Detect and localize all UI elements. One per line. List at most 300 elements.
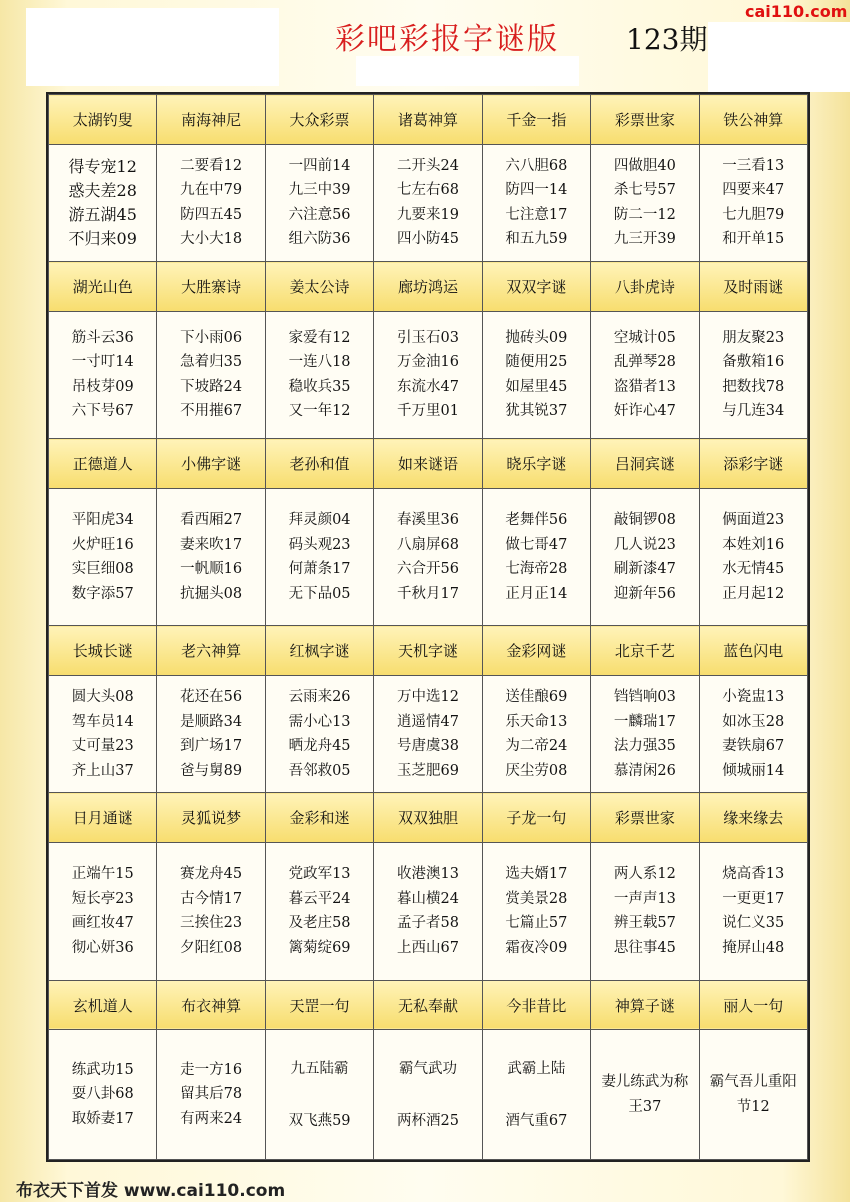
riddle-cell (157, 843, 265, 981)
column-header (591, 626, 699, 676)
header-label: 大胜寨诗 (181, 277, 242, 296)
riddle-line: 一帆顺16 (180, 561, 243, 578)
column-header (591, 793, 699, 843)
riddle-cell (699, 843, 807, 981)
riddle-cell (374, 843, 482, 981)
column-header (374, 262, 482, 312)
riddle-line: 七篇止57 (505, 915, 568, 932)
riddle-line: 空城计05 (613, 329, 676, 346)
content-row (49, 676, 808, 793)
riddle-cell (591, 488, 699, 626)
riddle-line: 霸气吾儿重阳节12 (709, 1074, 797, 1115)
riddle-line: 号唐虞38 (397, 738, 459, 755)
column-header (157, 95, 265, 145)
header-label: 小佛字谜 (181, 454, 242, 473)
riddle-line: 一麟瑞17 (613, 713, 676, 730)
riddle-cell (49, 144, 157, 261)
column-header (482, 626, 590, 676)
riddle-line: 花还在56 (180, 689, 243, 706)
content-row (49, 311, 808, 439)
riddle-line: 下小雨06 (180, 329, 243, 346)
riddle-line: 水无情45 (722, 561, 785, 578)
header-label: 子龙一句 (506, 809, 567, 828)
header-row (49, 95, 808, 145)
riddle-line: 随便用25 (505, 354, 568, 371)
column-header (482, 439, 590, 489)
header-label: 金彩和迷 (289, 809, 350, 828)
column-header (265, 980, 373, 1030)
riddle-line: 二开头24 (397, 157, 459, 174)
riddle-line: 思往事45 (613, 939, 676, 956)
column-header (699, 980, 807, 1030)
riddle-line: 为二帝24 (505, 738, 568, 755)
riddle-line: 铛铛响03 (613, 689, 676, 706)
header-label: 布衣神算 (181, 996, 242, 1015)
header-label: 铁公神算 (723, 110, 784, 129)
column-header (591, 95, 699, 145)
column-header (49, 793, 157, 843)
site-link[interactable]: cai110.com (745, 2, 848, 21)
riddle-line: 留其后78 (180, 1086, 243, 1103)
riddle-cell (482, 144, 590, 261)
riddle-line: 下坡路24 (180, 378, 243, 395)
riddle-line: 取娇妻17 (71, 1110, 134, 1127)
riddle-line: 耍八卦68 (71, 1086, 134, 1103)
riddle-cell (49, 676, 157, 793)
riddle-line: 一寸叮14 (71, 354, 134, 371)
riddle-cell (49, 843, 157, 981)
riddle-line: 七海帝28 (505, 561, 568, 578)
riddle-line: 盗猎者13 (613, 378, 676, 395)
riddle-line: 厌尘劳08 (505, 762, 568, 779)
column-header (699, 439, 807, 489)
riddle-line: 有两来24 (180, 1110, 243, 1127)
column-header (157, 439, 265, 489)
column-header (482, 980, 590, 1030)
riddle-cell (49, 1030, 157, 1160)
column-header (699, 793, 807, 843)
riddle-line: 千万里01 (397, 403, 459, 420)
riddle-line: 东流水47 (397, 378, 459, 395)
header-label: 及时雨谜 (723, 277, 784, 296)
column-header (157, 626, 265, 676)
riddle-line: 正月起12 (722, 585, 785, 602)
riddle-line: 俩面道23 (722, 512, 785, 529)
riddle-line: 数字添57 (71, 585, 134, 602)
riddle-line: 本姓刘16 (722, 536, 785, 553)
blank-box-left (26, 8, 279, 86)
column-header (157, 793, 265, 843)
riddle-line: 吊枝芽09 (71, 378, 134, 395)
column-header (699, 95, 807, 145)
riddle-cell (265, 311, 373, 439)
column-header (591, 262, 699, 312)
riddle-cell (699, 144, 807, 261)
header-label: 添彩字谜 (723, 454, 784, 473)
riddle-line: 朋友聚23 (722, 329, 785, 346)
riddle-line: 不用摧67 (180, 403, 243, 420)
column-header (265, 793, 373, 843)
riddle-line: 酒气重67 (505, 1112, 568, 1129)
riddle-line: 走一方16 (180, 1061, 243, 1078)
header-label: 正德道人 (72, 454, 133, 473)
riddle-line: 引玉石03 (397, 329, 459, 346)
riddle-line: 说仁义35 (722, 915, 785, 932)
riddle-line: 一更更17 (722, 890, 785, 907)
riddle-line: 画红妆47 (71, 915, 134, 932)
riddle-cell (591, 144, 699, 261)
riddle-line: 千秋月17 (397, 585, 459, 602)
riddle-line: 六注意56 (288, 206, 351, 223)
riddle-line: 又一年12 (288, 403, 351, 420)
riddle-line: 得专宠12 (68, 156, 137, 176)
riddle-cell (699, 1030, 807, 1160)
header-row (49, 980, 808, 1030)
header-label: 双双独胆 (397, 809, 458, 828)
riddle-line: 不归来09 (68, 228, 137, 248)
content-row (49, 488, 808, 626)
riddle-line: 备敷箱16 (722, 354, 785, 371)
riddle-line: 把数找78 (722, 378, 785, 395)
column-header (265, 626, 373, 676)
riddle-cell (265, 144, 373, 261)
riddle-line: 乱弹琴28 (613, 354, 676, 371)
header-label: 玄机道人 (72, 996, 133, 1015)
header-label: 彩票世家 (614, 110, 675, 129)
header-label: 灵狐说梦 (181, 809, 242, 828)
riddle-line: 九要来19 (397, 206, 459, 223)
riddle-line: 送佳酿69 (505, 689, 568, 706)
riddle-line: 一连八18 (288, 354, 351, 371)
riddle-line: 晒龙舟45 (288, 738, 351, 755)
riddle-line: 九在中79 (180, 182, 243, 199)
riddle-line: 两杯酒25 (397, 1112, 459, 1129)
riddle-line: 妻来吹17 (180, 536, 243, 553)
header-label: 北京千艺 (614, 642, 675, 661)
riddle-cell (374, 676, 482, 793)
column-header (591, 980, 699, 1030)
riddle-cell (482, 488, 590, 626)
riddle-cell (374, 488, 482, 626)
riddle-line: 夕阳红08 (180, 939, 243, 956)
riddle-line: 妻儿练武为称王37 (601, 1074, 689, 1115)
blank-box-middle (356, 56, 579, 86)
riddle-line: 霸气武功 (398, 1060, 457, 1077)
header-label: 天罡一句 (289, 996, 350, 1015)
riddle-cell (591, 676, 699, 793)
riddle-line: 万中选12 (397, 689, 459, 706)
header-row (49, 626, 808, 676)
riddle-cell (49, 488, 157, 626)
riddle-line: 何萧条17 (288, 561, 351, 578)
header-label: 日月通谜 (72, 809, 133, 828)
riddle-cell (265, 843, 373, 981)
header-label: 双双字谜 (506, 277, 567, 296)
riddle-line: 大小大18 (180, 231, 243, 248)
riddle-line: 稳收兵35 (288, 378, 351, 395)
riddle-line: 收港澳13 (397, 866, 459, 883)
riddle-line: 七左右68 (397, 182, 459, 199)
riddle-line: 迎新年56 (613, 585, 676, 602)
column-header (49, 95, 157, 145)
header-label: 天机字谜 (397, 642, 458, 661)
riddle-line: 丈可量23 (71, 738, 134, 755)
header-label: 无私奉献 (397, 996, 458, 1015)
riddle-line: 家爱有12 (288, 329, 351, 346)
riddle-line: 平阳虎34 (71, 512, 134, 529)
riddle-line: 如冰玉28 (722, 713, 785, 730)
riddle-line: 爸与舅89 (180, 762, 243, 779)
riddle-line: 古今情17 (180, 890, 243, 907)
riddle-cell (591, 1030, 699, 1160)
riddle-cell (265, 676, 373, 793)
column-header (374, 439, 482, 489)
riddle-line: 筋斗云36 (71, 329, 134, 346)
riddle-line: 赛龙舟45 (180, 866, 243, 883)
header-label: 廊坊鸿运 (397, 277, 458, 296)
riddle-line: 刷新漆47 (613, 561, 676, 578)
riddle-cell (374, 311, 482, 439)
riddle-cell (591, 843, 699, 981)
riddle-cell (157, 676, 265, 793)
issue-number: 123期 (626, 23, 708, 56)
column-header (591, 439, 699, 489)
header-row (49, 262, 808, 312)
riddle-line: 法力强35 (613, 738, 676, 755)
riddle-line: 急着归35 (180, 354, 243, 371)
riddle-line: 惑夫差28 (68, 180, 137, 200)
riddle-line: 六下号67 (71, 403, 134, 420)
header-label: 缘来缘去 (723, 809, 784, 828)
riddle-line: 正月正14 (505, 585, 568, 602)
riddle-line: 一三看13 (722, 157, 785, 174)
header-label: 老六神算 (181, 642, 242, 661)
riddle-cell (482, 843, 590, 981)
riddle-line: 霜夜冷09 (505, 939, 568, 956)
header-label: 长城长谜 (72, 642, 133, 661)
riddle-line: 游五湖45 (68, 204, 137, 224)
riddle-line: 赏美景28 (505, 890, 568, 907)
content-row (49, 144, 808, 261)
riddle-line: 九三中39 (288, 182, 351, 199)
riddle-line: 及老庄58 (288, 915, 351, 932)
column-header (374, 626, 482, 676)
riddle-line: 奸诈心47 (613, 403, 676, 420)
riddle-line: 正端午15 (71, 866, 134, 883)
riddle-cell (265, 1030, 373, 1160)
header-label: 红枫字谜 (289, 642, 350, 661)
riddle-line: 慕清闲26 (613, 762, 676, 779)
riddle-line: 圆大头08 (71, 689, 134, 706)
riddle-line: 云雨来26 (288, 689, 351, 706)
header-label: 彩票世家 (614, 809, 675, 828)
riddle-line: 几人说23 (613, 536, 676, 553)
riddle-line: 四做胆40 (613, 157, 676, 174)
riddle-line: 四小防45 (397, 231, 459, 248)
riddle-line: 到广场17 (180, 738, 243, 755)
riddle-line: 一声声13 (613, 890, 676, 907)
riddle-line: 逍遥情47 (397, 713, 459, 730)
riddle-line: 齐上山37 (71, 762, 134, 779)
header-label: 大众彩票 (289, 110, 350, 129)
riddle-line: 两人系12 (613, 866, 676, 883)
riddle-line: 烧高香13 (722, 866, 785, 883)
riddle-line: 辨王载57 (613, 915, 676, 932)
riddle-line: 双飞燕59 (288, 1112, 351, 1129)
content-row (49, 1030, 808, 1160)
riddle-line: 需小心13 (288, 713, 351, 730)
riddle-line: 篱菊绽69 (288, 939, 351, 956)
riddle-line: 和五九59 (505, 231, 568, 248)
header-row (49, 439, 808, 489)
riddle-line: 实巨细08 (71, 561, 134, 578)
footer-text: 布衣天下首发 www.cai110.com (16, 1181, 286, 1201)
header-label: 诸葛神算 (397, 110, 458, 129)
column-header (157, 262, 265, 312)
column-header (699, 262, 807, 312)
riddle-line: 九三开39 (613, 231, 676, 248)
column-header (374, 980, 482, 1030)
column-header (482, 793, 590, 843)
riddle-line: 敲铜锣08 (613, 512, 676, 529)
riddle-line: 拜灵颜04 (288, 512, 351, 529)
riddle-line: 孟子者58 (397, 915, 459, 932)
column-header (157, 980, 265, 1030)
riddle-cell (265, 488, 373, 626)
header-label: 丽人一句 (723, 996, 784, 1015)
riddle-line: 防二一12 (613, 206, 676, 223)
column-header (482, 95, 590, 145)
riddle-cell (699, 488, 807, 626)
riddle-cell (699, 676, 807, 793)
riddle-cell (482, 1030, 590, 1160)
header-label: 蓝色闪电 (723, 642, 784, 661)
riddle-line: 防四五45 (180, 206, 243, 223)
riddle-line: 无下品05 (288, 585, 351, 602)
riddle-line: 老舞伴56 (505, 512, 568, 529)
column-header (265, 262, 373, 312)
riddle-line: 三挨住23 (180, 915, 243, 932)
riddle-line: 组六防36 (288, 231, 351, 248)
header-label: 太湖钓叟 (72, 110, 133, 129)
header-row (49, 793, 808, 843)
header-label: 老孙和值 (289, 454, 350, 473)
riddle-line: 万金油16 (397, 354, 459, 371)
column-header (374, 95, 482, 145)
riddle-line: 一四前14 (288, 157, 351, 174)
header-label: 湖光山色 (72, 277, 133, 296)
header-label: 神算子谜 (614, 996, 675, 1015)
column-header (49, 626, 157, 676)
riddle-line: 犹其锐37 (505, 403, 568, 420)
column-header (699, 626, 807, 676)
riddle-line: 码头观23 (288, 536, 351, 553)
riddle-cell (482, 311, 590, 439)
riddle-cell (157, 488, 265, 626)
riddle-line: 防四一14 (505, 182, 568, 199)
header-label: 如来谜语 (397, 454, 458, 473)
riddle-cell (374, 144, 482, 261)
riddle-cell (699, 311, 807, 439)
riddle-line: 短长亭23 (71, 890, 134, 907)
riddle-line: 暮山横24 (397, 890, 459, 907)
riddle-line: 和开单15 (722, 231, 785, 248)
content-row (49, 843, 808, 981)
riddle-line: 火炉旺16 (71, 536, 134, 553)
riddle-line: 练武功15 (71, 1061, 134, 1078)
riddle-line: 四要来47 (722, 182, 785, 199)
riddle-cell (157, 144, 265, 261)
riddle-line: 二要看12 (180, 157, 243, 174)
riddle-line: 八扇屏68 (397, 536, 459, 553)
header-label: 八卦虎诗 (614, 277, 675, 296)
riddle-cell (591, 311, 699, 439)
header-label: 千金一指 (506, 110, 567, 129)
column-header (49, 980, 157, 1030)
header-label: 晓乐字谜 (506, 454, 567, 473)
riddle-line: 暮云平24 (288, 890, 351, 907)
riddle-line: 彻心妍36 (71, 939, 134, 956)
riddle-line: 驾车员14 (71, 713, 134, 730)
riddle-line: 如屋里45 (505, 378, 568, 395)
riddle-cell (157, 1030, 265, 1160)
riddle-line: 抗掘头08 (180, 585, 243, 602)
riddle-cell (374, 1030, 482, 1160)
column-header (49, 262, 157, 312)
riddle-line: 武霸上陆 (507, 1060, 566, 1077)
riddle-table (48, 94, 808, 1160)
riddle-line: 做七哥47 (505, 536, 568, 553)
riddle-line: 抛砖头09 (505, 329, 568, 346)
column-header (49, 439, 157, 489)
riddle-cell (49, 311, 157, 439)
riddle-line: 上西山67 (397, 939, 459, 956)
riddle-line: 选夫婿17 (505, 866, 568, 883)
riddle-line: 七九胆79 (722, 206, 785, 223)
column-header (265, 95, 373, 145)
header-label: 吕洞宾谜 (614, 454, 675, 473)
riddle-cell (482, 676, 590, 793)
riddle-line: 九五陆霸 (290, 1060, 349, 1077)
riddle-line: 六八胆68 (505, 157, 568, 174)
riddle-line: 乐天命13 (505, 713, 568, 730)
column-header (482, 262, 590, 312)
riddle-line: 六合开56 (397, 561, 459, 578)
riddle-line: 与几连34 (722, 403, 785, 420)
riddle-line: 妻铁扇67 (722, 738, 785, 755)
blank-box-right (708, 22, 850, 92)
header-label: 南海神尼 (181, 110, 242, 129)
header-label: 金彩网谜 (506, 642, 567, 661)
riddle-line: 是顺路34 (180, 713, 243, 730)
riddle-line: 小瓷盅13 (722, 689, 785, 706)
riddle-line: 看西厢27 (180, 512, 243, 529)
header-label: 今非昔比 (506, 996, 567, 1015)
riddle-grid (46, 92, 810, 1162)
column-header (374, 793, 482, 843)
riddle-line: 杀七号57 (613, 182, 676, 199)
riddle-line: 党政军13 (288, 866, 351, 883)
page-title: 彩吧彩报字谜版 (335, 22, 559, 57)
riddle-cell (157, 311, 265, 439)
riddle-line: 掩屏山48 (722, 939, 785, 956)
riddle-line: 玉芝肥69 (397, 762, 459, 779)
riddle-line: 七注意17 (505, 206, 568, 223)
riddle-line: 吾邻救05 (288, 762, 351, 779)
riddle-line: 春溪里36 (397, 512, 459, 529)
header-label: 姜太公诗 (289, 277, 350, 296)
column-header (265, 439, 373, 489)
